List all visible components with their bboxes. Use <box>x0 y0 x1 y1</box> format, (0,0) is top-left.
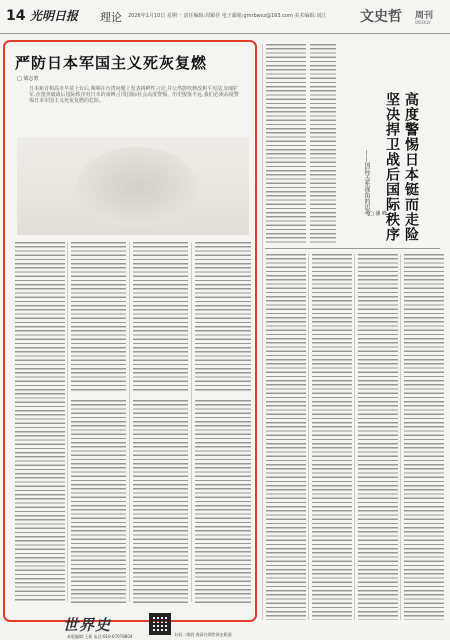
column-rule <box>129 242 130 602</box>
feature-author: □ 梁志勇 <box>17 76 39 82</box>
right-body-col-2 <box>310 44 336 244</box>
feature-body-col-2 <box>71 242 126 392</box>
feature-body-col-3 <box>133 242 188 392</box>
column-rule <box>67 242 68 602</box>
qr-caption: 扫码二维码 查看往期世界史版面 <box>174 632 232 637</box>
column-brand-eng: WEEKLY <box>415 20 431 25</box>
section-label: 理论 <box>100 11 122 24</box>
right-article-title-2: 高度警惕日本铤而走险 <box>403 92 419 242</box>
right-article-title-1: 坚决捍卫战后国际秩序 <box>384 92 400 242</box>
column-rule <box>400 254 401 620</box>
paper-name: 光明日报 <box>30 9 79 23</box>
right-body-col-4 <box>312 254 352 620</box>
right-body-col-1 <box>266 44 306 244</box>
column-rule <box>354 254 355 620</box>
section-divider <box>265 248 440 249</box>
feature-body-col-6 <box>133 400 188 605</box>
feature-body-col-1 <box>15 242 65 602</box>
column-brand: 文史哲 <box>360 9 402 25</box>
page-number: 14 <box>6 8 26 24</box>
qr-code[interactable] <box>149 613 171 635</box>
feature-body-col-5 <box>71 400 126 605</box>
feature-lead: 日本新首相高市早苗上台后,频频在台湾问题上发表挑衅性言论,并公然鼓吹修改和平宪法,加速扩军,企图突破战后国际秩序对日本的束缚,引发国际社会高度警惕。历史殷鉴不远,我们必须高度警惕日本军国主义死灰复燃的危险。 <box>29 86 239 104</box>
masthead-info: 2026年1月10日 星期一 责任编辑:周颖佳 电子邮箱:gmrbwsz@163.com 美术编辑:刘江 <box>128 13 327 19</box>
feature-article[interactable] <box>3 40 257 639</box>
right-body-col-3 <box>266 254 306 620</box>
column-rule <box>262 44 263 620</box>
editor-credit: 本版编辑:王莉 电话:010-67078804 <box>67 634 133 639</box>
right-article-subtitle: ——国际关系视角的思考 <box>363 150 370 216</box>
right-body-col-5 <box>358 254 398 620</box>
feature-body-col-4 <box>195 242 251 392</box>
feature-body-col-7 <box>195 400 251 605</box>
column-rule <box>191 242 192 602</box>
feature-illustration <box>17 137 249 235</box>
column-brand-sub: 周刊 <box>415 11 434 21</box>
right-article-author: □ 潘 峰 <box>369 211 387 217</box>
feature-title: 严防日本军国主义死灰复燃 <box>15 54 208 72</box>
masthead <box>0 0 450 34</box>
right-body-col-6 <box>404 254 444 620</box>
column-logo: 世界史 <box>63 616 112 634</box>
column-rule <box>308 254 309 620</box>
